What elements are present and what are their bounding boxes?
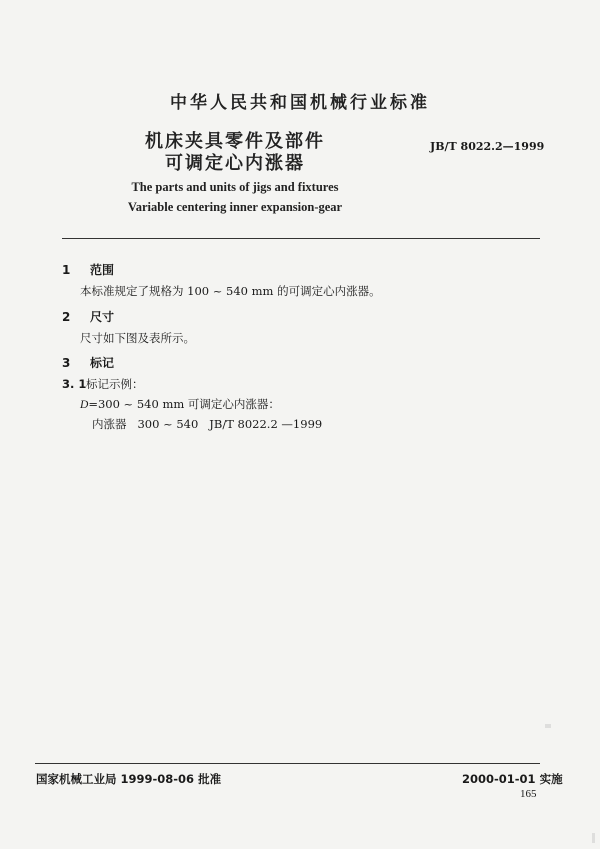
approval-line: 国家机械工业局 1999-08-06 批准 xyxy=(36,772,222,786)
header-divider xyxy=(62,238,540,239)
section-2-title: 尺寸 xyxy=(90,310,115,324)
marking-example-description xyxy=(80,396,280,412)
page-number: 165 xyxy=(520,788,537,800)
title-en-line2: Variable centering inner expansion-gear xyxy=(127,200,343,214)
section-3-1-title: 标记示例： xyxy=(86,377,144,391)
standard-code: JB/T 8022.2—1999 xyxy=(430,140,545,153)
section-3-1-number: 3. 1 xyxy=(62,377,87,391)
marking-variable: D xyxy=(80,399,89,411)
section-2-number: 2 xyxy=(62,310,71,324)
section-2-text: 尺寸如下图及表所示。 xyxy=(80,331,195,345)
marking-example-designation: 内涨器 300 ~ 540 JB/T 8022.2 —1999 xyxy=(92,417,323,431)
section-3-heading xyxy=(62,354,114,371)
section-3-title: 标记 xyxy=(90,356,115,370)
section-3-number: 3 xyxy=(62,356,71,370)
scan-speck xyxy=(592,833,595,843)
industry-standard-heading: 中华人民共和国机械行业标准 xyxy=(170,93,430,113)
title-en-line1: The parts and units of jigs and fixtures xyxy=(131,180,339,194)
section-1-number: 1 xyxy=(62,263,71,277)
section-3-1-heading xyxy=(62,376,144,392)
footer-divider xyxy=(35,763,540,764)
title-zh-line1: 机床夹具零件及部件 xyxy=(145,131,325,152)
section-1-heading xyxy=(62,261,114,278)
section-1-title: 范围 xyxy=(90,263,115,277)
title-zh-line2: 可调定心内涨器 xyxy=(165,153,305,174)
scan-speck xyxy=(545,724,551,728)
marking-range-text: =300 ~ 540 mm 可调定心内涨器： xyxy=(88,397,280,411)
section-2-heading xyxy=(62,308,114,325)
section-1-text: 本标准规定了规格为 100 ~ 540 mm 的可调定心内涨器。 xyxy=(80,284,381,298)
implementation-line: 2000-01-01 实施 xyxy=(462,772,563,786)
